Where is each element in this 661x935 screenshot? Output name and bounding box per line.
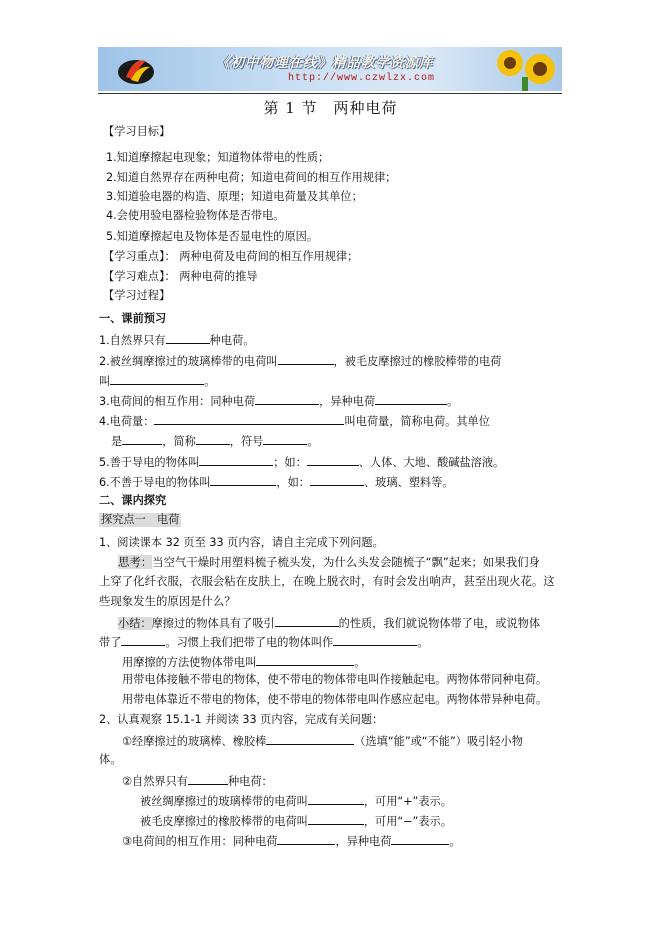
blank-field[interactable] — [308, 793, 364, 805]
question-c1: ①经摩擦过的玻璃棒、橡胶棒 （选填“能”或“不能”）吸引轻小物 — [122, 735, 523, 748]
question-c1-cont: 体。 — [99, 753, 122, 766]
blank-field[interactable] — [263, 433, 307, 445]
preview-q1: 1.自然界只有 种电荷。 — [99, 334, 255, 347]
blank-field[interactable] — [277, 833, 335, 845]
question-c2-negative: 被毛皮摩擦过的橡胶棒带的电荷叫 ，可用“−”表示。 — [140, 815, 452, 828]
question-c2: ②自然界只有 种电荷： — [122, 775, 273, 788]
blank-field[interactable] — [255, 393, 319, 405]
think-question-cont: 上穿了化纤衣服，衣服会粘在皮肤上，在晚上脱衣时，有时会发出响声，甚至出现火花。这 — [99, 574, 555, 588]
objective-item: 1.知道摩擦起电现象；知道物体带电的性质； — [106, 151, 330, 164]
blank-field[interactable] — [121, 634, 165, 646]
blank-field[interactable] — [122, 433, 162, 445]
objective-item: 4.会使用验电器检验物体是否带电。 — [106, 209, 285, 222]
header-divider — [98, 93, 562, 94]
think-question: 思考：当空气干燥时用塑料梳子梳头发，为什么头发会随梳子“飘”起来；如果我们身 — [118, 555, 540, 569]
blank-field[interactable] — [333, 634, 417, 646]
preview-q2-cont: 叫 。 — [99, 375, 216, 388]
blank-field[interactable] — [391, 833, 449, 845]
inclass-heading: 二、课内探究 — [99, 494, 167, 507]
difficulty-label: 【学习难点】： — [103, 270, 176, 283]
observe-task-2: 2、认真观察 15.1-1 并阅读 33 页内容，完成有关问题： — [99, 713, 384, 726]
summary-label: 小结： — [118, 617, 152, 630]
blank-field[interactable] — [275, 615, 339, 627]
blank-field[interactable] — [210, 474, 276, 486]
key-point-text: 两种电荷及电荷间的相互作用规律； — [179, 250, 359, 263]
sunflower-icon — [494, 47, 558, 91]
key-point-label: 【学习重点】： — [103, 250, 176, 263]
think-label: 思考： — [118, 555, 153, 569]
preview-heading: 一、课前预习 — [99, 312, 167, 325]
objective-item: 5.知道摩擦起电及物体是否显电性的原因。 — [106, 230, 319, 243]
preview-q3: 3.电荷间的相互作用：同种电荷 ，异种电荷 。 — [99, 395, 459, 408]
reading-task-1: 1、阅读课本 32 页至 33 页内容，请自主完成下列问题。 — [99, 536, 384, 549]
banner-title: 《初中物理在线》精品教学资源库 — [216, 55, 434, 71]
blank-field[interactable] — [375, 393, 447, 405]
blank-field[interactable] — [154, 413, 344, 425]
summary-line-cont: 带了 。习惯上我们把带了电的物体叫作 。 — [99, 636, 429, 649]
blank-field[interactable] — [310, 474, 364, 486]
preview-q5: 5.善于导电的物体叫 ；如： 、人体、大地、酸碱盐溶液。 — [99, 456, 505, 469]
question-c3: ③电荷间的相互作用：同种电荷 ，异种电荷 。 — [122, 835, 461, 848]
blank-field[interactable] — [266, 733, 354, 745]
summary-line: 小结：摩擦过的物体具有了吸引 的性质，我们就说物体带了电，或说物体 — [118, 617, 541, 630]
blank-field[interactable] — [199, 454, 273, 466]
preview-q4-cont: 是 ，简称 ，符号 。 — [111, 435, 319, 448]
banner-url[interactable]: http://www.czwlzx.com — [288, 73, 436, 84]
key-point — [103, 250, 358, 264]
blank-field[interactable] — [166, 332, 210, 344]
blank-field[interactable] — [278, 353, 334, 365]
preview-q2: 2.被丝绸摩擦过的玻璃棒带的电荷叫 ，被毛皮摩擦过的橡胶棒带的电荷 — [99, 355, 502, 368]
preview-q6: 6.不善于导电的物体叫 ，如： 、玻璃、塑料等。 — [99, 476, 454, 489]
summary-contact-electrify: 用带电体接触不带电的物体，使不带电的物体带电叫作接触起电。两物体带同种电荷。 — [122, 673, 548, 686]
logo-icon — [116, 53, 156, 87]
objectives-heading: 【学习目标】 — [103, 125, 171, 138]
blank-field[interactable] — [110, 373, 204, 385]
summary-induction-electrify: 用带电体靠近不带电的物体，使不带电的物体带电叫作感应起电。两物体带异种电荷。 — [122, 693, 548, 706]
header-banner — [98, 47, 562, 91]
question-c2-positive: 被丝绸摩擦过的玻璃棒带的电荷叫 ，可用“+”表示。 — [140, 795, 452, 808]
blank-field[interactable] — [307, 454, 359, 466]
difficulty-point — [103, 270, 258, 284]
blank-field[interactable] — [196, 433, 230, 445]
page-title: 第 1 节 两种电荷 — [263, 99, 398, 117]
blank-field[interactable] — [308, 813, 364, 825]
blank-field[interactable] — [188, 773, 228, 785]
process-heading: 【学习过程】 — [103, 289, 171, 302]
think-question-cont: 些现象发生的原因是什么？ — [99, 594, 236, 608]
objective-item: 2.知道自然界存在两种电荷；知道电荷间的相互作用规律； — [106, 171, 397, 184]
summary-rub-electrify: 用摩擦的方法使物体带电叫 。 — [122, 656, 366, 669]
objective-item: 3.知道验电器的构造、原理；知道电荷量及其单位； — [106, 190, 363, 203]
blank-field[interactable] — [256, 654, 354, 666]
explore-point-1: 探究点一 电荷 — [101, 513, 180, 526]
preview-q4: 4.电荷量： 叫电荷量，简称电荷。其单位 — [99, 415, 490, 428]
difficulty-text: 两种电荷的推导 — [179, 270, 258, 283]
